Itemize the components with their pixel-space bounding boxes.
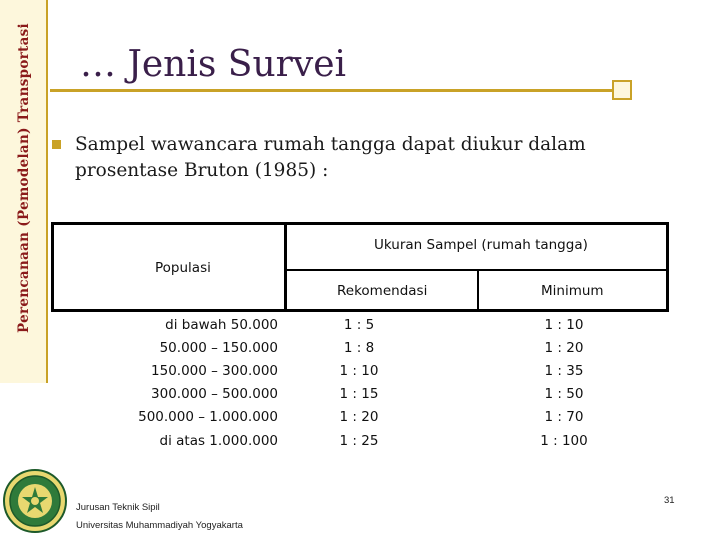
cell-recommended: 1 : 15 bbox=[339, 386, 379, 403]
cell-population: di bawah 50.000 bbox=[165, 316, 278, 333]
slide-title: … Jenis Survei bbox=[80, 44, 347, 85]
cell-population: 500.000 – 1.000.000 bbox=[138, 409, 278, 426]
cell-minimum: 1 : 35 bbox=[544, 362, 584, 379]
intro-text: Sampel wawancara rumah tangga dapat diukur dalam prosentase Bruton (1985) : bbox=[75, 134, 586, 181]
side-band-title: Perencanaan (Pemodelan) Transportasi bbox=[16, 23, 32, 333]
table-divider-vertical bbox=[284, 222, 287, 312]
title-rule bbox=[50, 89, 612, 92]
cell-minimum: 1 : 100 bbox=[540, 432, 588, 449]
cell-population: 50.000 – 150.000 bbox=[159, 339, 278, 356]
intro-bullet bbox=[52, 132, 692, 184]
cell-minimum: 1 : 10 bbox=[544, 316, 584, 333]
cell-population: 150.000 – 300.000 bbox=[151, 362, 278, 379]
cell-recommended: 1 : 5 bbox=[343, 316, 375, 333]
cell-recommended: 1 : 20 bbox=[339, 409, 379, 426]
header-population: Populasi bbox=[155, 260, 211, 276]
footer-department: Jurusan Teknik Sipil bbox=[76, 502, 160, 513]
table-row bbox=[100, 313, 640, 336]
side-band bbox=[0, 0, 48, 383]
header-sample-size: Ukuran Sampel (rumah tangga) bbox=[374, 237, 588, 253]
cell-minimum: 1 : 20 bbox=[544, 339, 584, 356]
footer-university: Universitas Muhammadiyah Yogyakarta bbox=[76, 520, 243, 531]
cell-recommended: 1 : 25 bbox=[339, 432, 379, 449]
cell-population: 300.000 – 500.000 bbox=[151, 386, 278, 403]
cell-minimum: 1 : 70 bbox=[544, 409, 584, 426]
table-divider-subcolumn bbox=[477, 269, 479, 312]
bullet-square-icon bbox=[52, 140, 61, 149]
table-row bbox=[100, 336, 640, 359]
cell-recommended: 1 : 10 bbox=[339, 362, 379, 379]
title-square-decoration bbox=[612, 80, 632, 100]
header-minimum: Minimum bbox=[541, 283, 604, 299]
table-row bbox=[100, 406, 640, 429]
page-number: 31 bbox=[664, 495, 675, 506]
table-row bbox=[100, 429, 640, 452]
table-row bbox=[100, 383, 640, 406]
cell-recommended: 1 : 8 bbox=[343, 339, 375, 356]
header-recommended: Rekomendasi bbox=[337, 283, 428, 299]
table-row bbox=[100, 359, 640, 382]
university-seal-icon bbox=[2, 468, 68, 534]
cell-population: di atas 1.000.000 bbox=[159, 432, 278, 449]
cell-minimum: 1 : 50 bbox=[544, 386, 584, 403]
table-body bbox=[100, 313, 640, 452]
